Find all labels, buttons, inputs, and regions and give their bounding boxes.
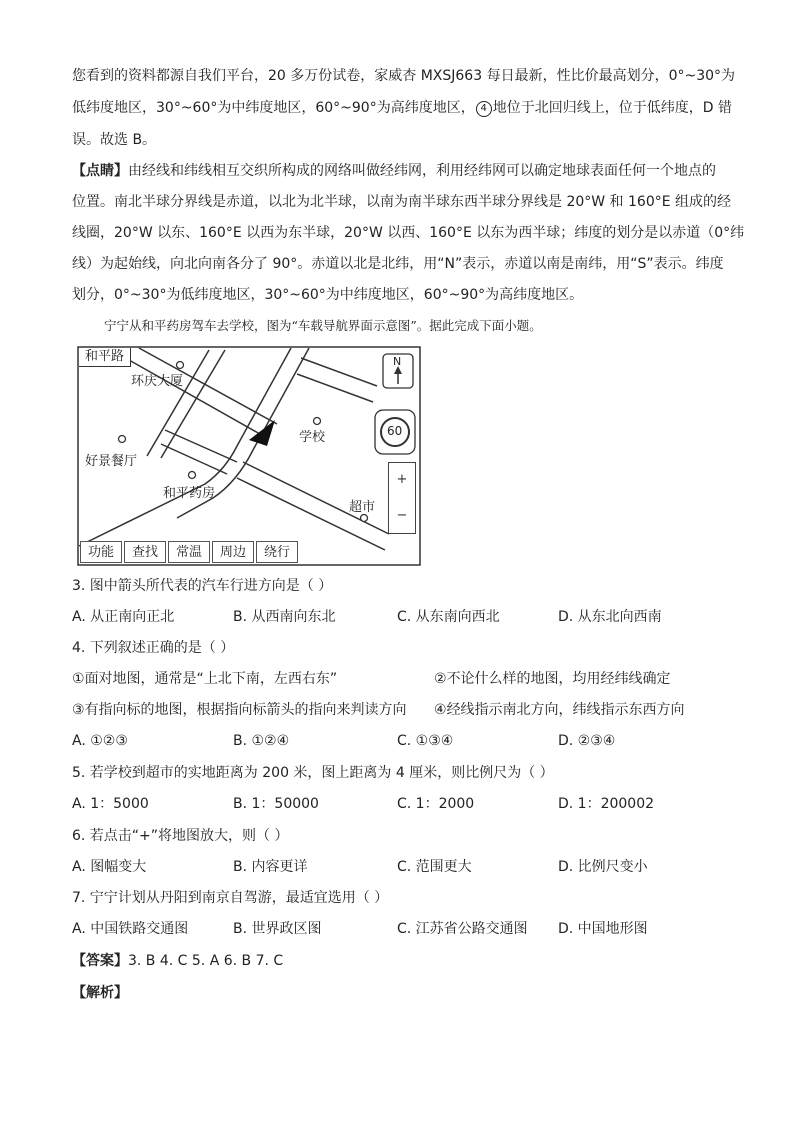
q4-option-d: D. ②③④: [558, 733, 616, 749]
q6-option-b: B. 内容更详: [233, 859, 308, 875]
point-label: 【点睛】: [72, 163, 128, 179]
q4-statement-1-text: 面对地图，通常是“上北下南，左西右东”: [84, 671, 338, 687]
circled-4: ④: [434, 702, 447, 718]
q7-option-a: A. 中国铁路交通图: [72, 921, 189, 937]
road-label: 和平路: [79, 348, 131, 367]
q3-option-b: B. 从西南向东北: [233, 609, 336, 625]
q4-statement-3: [72, 700, 407, 720]
north-label: N: [393, 355, 402, 368]
place-restaurant: 好景餐厅: [85, 454, 138, 469]
q6-option-c: C. 范围更大: [397, 859, 472, 875]
q4-statement-1: [72, 669, 337, 689]
q5-stem: 5. 若学校到超市的实地距离为 200 米，图上距离为 4 厘米，则比例尺为（ ）: [72, 765, 554, 781]
point-line4: 线）为起始线，向北向南各分了 90°。赤道以北是北纬，用“N”表示，赤道以南是南纬，用“S”表示。纬度: [72, 256, 724, 272]
toolbar-function-button[interactable]: 功能: [80, 541, 122, 563]
answer-label: 【答案】: [72, 953, 128, 969]
marker-school: [314, 418, 321, 425]
q7-option-d: D. 中国地形图: [558, 921, 648, 937]
toolbar-search-button[interactable]: 查找: [124, 541, 166, 563]
para1-line2-text: 低纬度地区，30°~60°为中纬度地区，60°~90°为高纬度地区，: [72, 100, 475, 116]
place-pharmacy: 和平药房: [163, 486, 216, 501]
marker-restaurant: [119, 436, 126, 443]
point-line2: 位置。南北半球分界线是赤道，以北为北半球，以南为南半球东西半球分界线是 20°W 和 160°E 组成的经: [72, 194, 732, 210]
circled-1: ①: [72, 671, 85, 687]
q7-option-b: B. 世界政区图: [233, 921, 322, 937]
q4-statement-4: [434, 700, 685, 720]
circled-3: ③: [72, 702, 85, 718]
marker-pharmacy: [189, 472, 196, 479]
q4-option-a: A. ①②③: [72, 733, 128, 749]
marker-huanqing: [177, 362, 184, 369]
q3-stem: 3. 图中箭头所代表的汽车行进方向是（ ）: [72, 578, 333, 594]
toolbar-detour-button[interactable]: 绕行: [256, 541, 298, 563]
circled-number: 4: [476, 101, 492, 117]
q4-statement-2-text: 不论什么样的地图，均用经纬线确定: [446, 671, 671, 687]
q4-option-b: B. ①②④: [233, 733, 290, 749]
zoom-in-button[interactable]: +: [396, 472, 408, 487]
q4-statement-3-text: 有指向标的地图，根据指向标箭头的指向来判读方向: [84, 702, 407, 718]
zoom-out-button[interactable]: −: [396, 508, 408, 523]
question-intro: 宁宁从和平药房驾车去学校，图为“车载导航界面示意图”。据此完成下面小题。: [104, 318, 542, 333]
q4-option-c: C. ①③④: [397, 733, 454, 749]
q5-option-a: A. 1：5000: [72, 796, 149, 812]
point-line5: 划分，0°~30°为低纬度地区，30°~60°为中纬度地区，60°~90°为高纬度地区。: [72, 287, 584, 303]
point-line3: 线圈，20°W 以东、160°E 以西为东半球，20°W 以西、160°E 以东为西半球；纬度的划分是以赤道（0°纬: [72, 225, 745, 241]
q4-statement-4-text: 经线指示南北方向，纬线指示东西方向: [446, 702, 685, 718]
toolbar-normal-button[interactable]: 常温: [168, 541, 210, 563]
place-school: 学校: [299, 430, 326, 445]
q5-option-c: C. 1：2000: [397, 796, 475, 812]
q6-option-a: A. 图幅变大: [72, 859, 147, 875]
toolbar-nearby-button[interactable]: 周边: [212, 541, 254, 563]
place-huanqing: 环庆大厦: [131, 374, 184, 389]
circled-2: ②: [434, 671, 447, 687]
q5-option-b: B. 1：50000: [233, 796, 319, 812]
q4-stem: 4. 下列叙述正确的是（ ）: [72, 640, 235, 656]
q3-option-d: D. 从东北向西南: [558, 609, 662, 625]
q6-option-d: D. 比例尺变小: [558, 859, 648, 875]
para1-line2-rest: 地位于北回归线上，位于低纬度，D 错: [492, 100, 732, 116]
answer-values: 3. B 4. C 5. A 6. B 7. C: [128, 953, 284, 969]
answer-line: [72, 951, 283, 971]
navigation-map: [77, 346, 421, 566]
q5-option-d: D. 1：200002: [558, 796, 655, 812]
point-line1-text: 由经线和纬线相互交织所构成的网络叫做经纬网，利用经纬网可以确定地球表面任何一个地点的: [128, 163, 716, 179]
zoom-control: [388, 462, 416, 534]
analysis-label: 【解析】: [72, 985, 128, 1001]
speed-limit: 60: [387, 424, 403, 438]
point-line1: [72, 161, 716, 181]
q7-option-c: C. 江苏省公路交通图: [397, 921, 528, 937]
marker-supermarket: [361, 515, 368, 522]
q3-option-c: C. 从东南向西北: [397, 609, 500, 625]
para1-line2: [72, 98, 732, 118]
q4-statement-2: [434, 669, 671, 689]
place-supermarket: 超市: [349, 500, 376, 515]
para1-line3: 误。故选 B。: [72, 132, 157, 148]
q6-stem: 6. 若点击“+”将地图放大，则（ ）: [72, 828, 289, 844]
q7-stem: 7. 宁宁计划从丹阳到南京自驾游，最适宜选用（ ）: [72, 890, 389, 906]
para1-line1: 您看到的资料都源自我们平台，20 多万份试卷，家威杏 MXSJ663 每日最新，性比价最高划分，0°~30°为: [72, 68, 736, 84]
q3-option-a: A. 从正南向正北: [72, 609, 175, 625]
